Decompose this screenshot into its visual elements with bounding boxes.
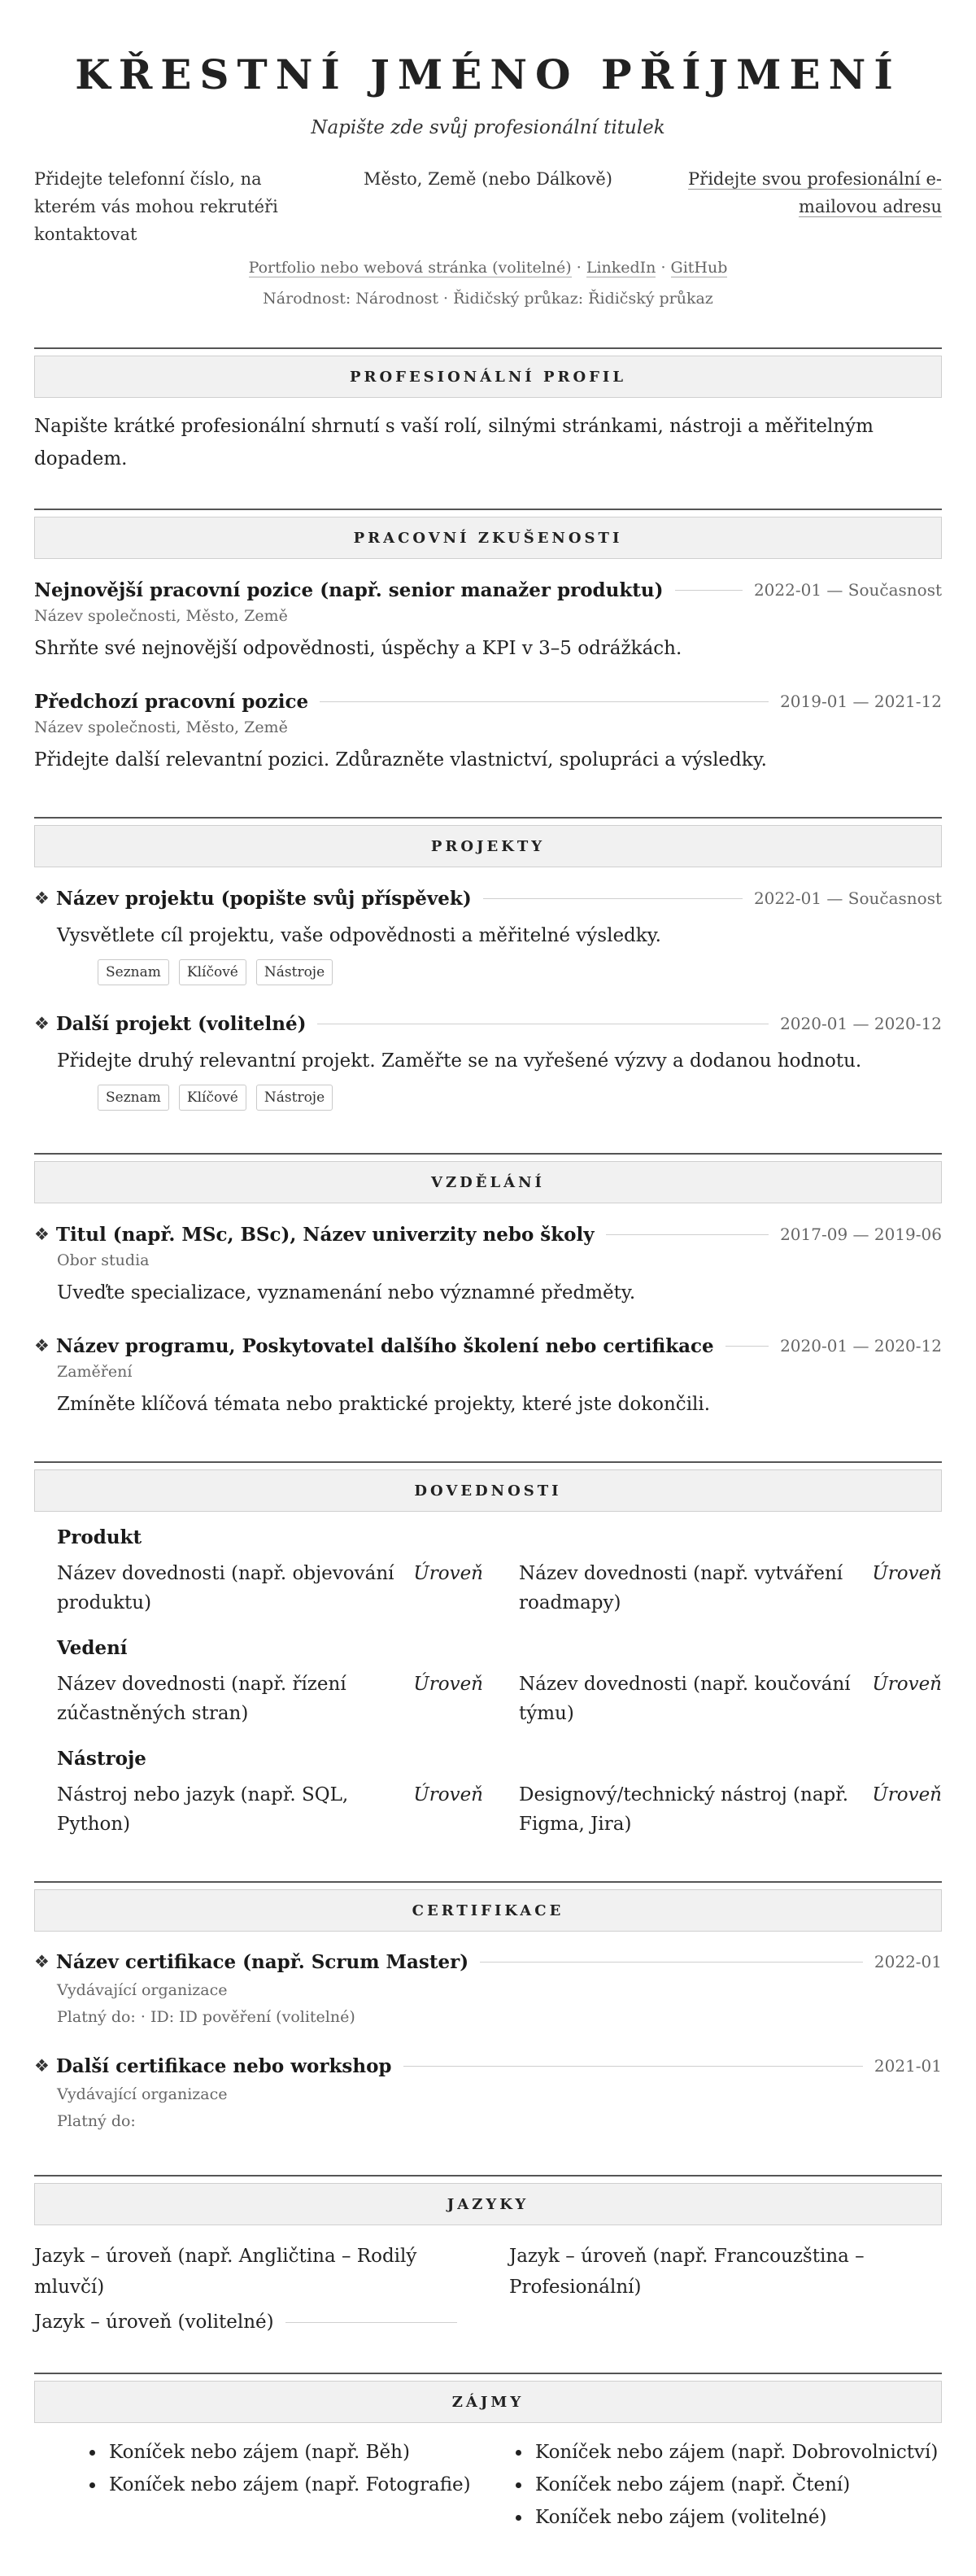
section-education <box>34 1153 942 1203</box>
project-title: Další projekt (volitelné) <box>55 1012 307 1035</box>
cert-title: Další certifikace nebo workshop <box>55 2054 392 2077</box>
skill-name: Nástroj nebo jazyk (např. SQL, Python) <box>57 1784 349 1835</box>
section-projects <box>34 817 942 867</box>
cert-validity: Platný do: <box>57 2112 136 2130</box>
tag: Nástroje <box>256 1085 333 1111</box>
diamond-bullet-icon: ❖ <box>34 1225 50 1244</box>
cert-date: 2022-01 <box>874 1952 942 1971</box>
phone: Přidejte telefonní číslo, na kterém vás mohou rekrutéři kontaktovat <box>34 169 278 244</box>
leader-line <box>483 898 743 899</box>
contact-row <box>34 165 942 255</box>
job-title: Předchozí pracovní pozice <box>34 690 309 713</box>
cert-title: Název certifikace (např. Scrum Master) <box>55 1950 469 1973</box>
github-link[interactable]: GitHub <box>670 259 728 277</box>
job-date: 2022-01 — Současnost <box>753 580 942 600</box>
skill-group-title: Produkt <box>57 1526 142 1548</box>
skill-name: Název dovednosti (např. koučování týmu) <box>519 1674 851 1724</box>
list-item: • Koníček nebo zájem (např. Dobrovolnictví) <box>532 2436 955 2469</box>
section-divider <box>34 509 942 510</box>
section-heading: PROJEKTY <box>34 825 942 867</box>
project-desc: Přidejte druhý relevantní projekt. Zaměřte se na vyřešené výzvy a dodanou hodnotu. <box>57 1050 862 1072</box>
skill-name: Název dovednosti (např. řízení zúčastněných stran) <box>57 1674 346 1724</box>
list-item: • Koníček nebo zájem (např. Čtení) <box>532 2469 955 2501</box>
tag-list <box>98 959 942 985</box>
education-date: 2020-01 — 2020-12 <box>780 1336 942 1356</box>
section-divider <box>34 817 942 819</box>
skill-item <box>519 1559 942 1618</box>
project-date: 2020-01 — 2020-12 <box>780 1014 942 1033</box>
language-item-row <box>34 2307 457 2338</box>
email-link[interactable]: Přidejte svou profesionální e-mailovou adresu <box>688 169 942 216</box>
section-certifications <box>34 1881 942 1932</box>
section-heading: PRACOVNÍ ZKUŠENOSTI <box>34 517 942 559</box>
section-heading: CERTIFIKACE <box>34 1889 942 1932</box>
skill-name: Název dovednosti (např. objevování produktu) <box>57 1563 394 1613</box>
skill-item <box>57 1559 483 1618</box>
skill-item <box>519 1670 942 1728</box>
skill-item <box>519 1780 942 1839</box>
leader-line <box>480 1962 863 1963</box>
skill-level: Úroveň <box>413 1674 483 1695</box>
project-desc: Vysvětlete cíl projektu, vaše odpovědnosti a měřitelné výsledky. <box>57 925 661 946</box>
project-entry <box>34 884 942 985</box>
project-title: Název projektu (popište svůj příspěvek) <box>55 887 472 910</box>
section-divider <box>34 1461 942 1463</box>
leader-line <box>675 590 743 591</box>
leader-line <box>285 2322 457 2323</box>
experience-entry <box>34 688 942 775</box>
leader-line <box>606 1234 769 1235</box>
diamond-bullet-icon: ❖ <box>34 2056 50 2076</box>
leader-line <box>320 701 769 702</box>
link-separator: · <box>571 259 586 277</box>
job-desc: Přidejte další relevantní pozici. Zdůrazněte vlastnictví, spolupráci a výsledky. <box>34 749 767 771</box>
job-title: Nejnovější pracovní pozice (např. senior manažer produktu) <box>34 579 664 601</box>
interests-list-right <box>509 2436 955 2534</box>
section-profile <box>34 347 942 475</box>
interests-list-left <box>83 2436 496 2501</box>
language-item: Jazyk – úroveň (např. Francouzština – Profesionální) <box>509 2246 865 2298</box>
skill-group-title: Nástroje <box>57 1748 146 1770</box>
cert-date: 2021-01 <box>874 2056 942 2076</box>
section-heading: ZÁJMY <box>34 2381 942 2423</box>
list-item: • Koníček nebo zájem (např. Běh) <box>106 2436 496 2469</box>
skill-level: Úroveň <box>413 1784 483 1805</box>
full-name: KŘESTNÍ JMÉNO PŘÍJMENÍ <box>75 50 901 98</box>
focus: Zaměření <box>57 1363 133 1381</box>
leader-line <box>403 2066 863 2067</box>
field-of-study: Obor studia <box>57 1251 150 1269</box>
link-separator: · <box>656 259 671 277</box>
tag: Nástroje <box>256 959 333 985</box>
diamond-bullet-icon: ❖ <box>34 1336 50 1356</box>
linkedin-link[interactable]: LinkedIn <box>586 259 656 277</box>
cert-issuer: Vydávající organizace <box>57 2085 228 2103</box>
company: Název společnosti, Město, Země <box>34 607 288 625</box>
company: Název společnosti, Město, Země <box>34 718 288 736</box>
section-heading: JAZYKY <box>34 2183 942 2225</box>
education-desc: Zmíněte klíčová témata nebo praktické projekty, které jste dokončili. <box>57 1394 711 1415</box>
section-divider <box>34 1881 942 1883</box>
email-container <box>673 165 942 220</box>
diamond-bullet-icon: ❖ <box>34 1014 50 1033</box>
leader-line <box>725 1346 769 1347</box>
section-divider <box>34 2175 942 2177</box>
language-item: Jazyk – úroveň (např. Angličtina – Rodilý mluvčí) <box>34 2246 417 2298</box>
section-divider <box>34 1153 942 1155</box>
personal-meta: Národnost: Národnost · Řidičský průkaz: Řidičský průkaz <box>263 290 713 308</box>
job-date: 2019-01 — 2021-12 <box>780 692 942 711</box>
skill-name: Designový/technický nástroj (např. Figma, Jira) <box>519 1784 849 1835</box>
skill-name: Název dovednosti (např. vytváření roadmapy) <box>519 1563 843 1613</box>
section-experience <box>34 509 942 559</box>
skill-group-title: Vedení <box>57 1637 128 1659</box>
job-desc: Shrňte své nejnovější odpovědnosti, úspěchy a KPI v 3–5 odrážkách. <box>34 638 682 659</box>
project-entry <box>34 1010 942 1111</box>
skill-level: Úroveň <box>872 1563 942 1584</box>
education-entry <box>34 1220 942 1308</box>
location: Město, Země (nebo Dálkově) <box>363 169 612 189</box>
education-entry <box>34 1332 942 1420</box>
tag: Seznam <box>98 959 169 985</box>
diamond-bullet-icon: ❖ <box>34 1952 50 1971</box>
tag: Klíčové <box>179 959 246 985</box>
tag-list <box>98 1085 942 1111</box>
portfolio-link[interactable]: Portfolio nebo webová stránka (volitelné) <box>248 259 572 277</box>
cert-issuer: Vydávající organizace <box>57 1981 228 1999</box>
section-heading: PROFESIONÁLNÍ PROFIL <box>34 356 942 398</box>
list-item: • Koníček nebo zájem (např. Fotografie) <box>106 2469 496 2501</box>
section-interests <box>34 2373 942 2423</box>
education-desc: Uveďte specializace, vyznamenání nebo významné předměty. <box>57 1282 636 1303</box>
section-heading: VZDĚLÁNÍ <box>34 1161 942 1203</box>
certification-entry <box>34 1948 942 2029</box>
skill-level: Úroveň <box>413 1563 483 1584</box>
education-date: 2017-09 — 2019-06 <box>780 1225 942 1244</box>
certification-entry <box>34 2052 942 2133</box>
links-row <box>34 259 942 277</box>
skill-level: Úroveň <box>872 1674 942 1695</box>
cert-validity: Platný do: · ID: ID pověření (volitelné) <box>57 2008 355 2026</box>
degree-title: Název programu, Poskytovatel dalšího školení nebo certifikace <box>55 1334 714 1357</box>
tag: Klíčové <box>179 1085 246 1111</box>
diamond-bullet-icon: ❖ <box>34 889 50 908</box>
degree-title: Titul (např. MSc, BSc), Název univerzity nebo školy <box>55 1223 595 1246</box>
skill-item <box>57 1670 483 1728</box>
tag: Seznam <box>98 1085 169 1111</box>
headline: Napište zde svůj profesionální titulek <box>311 117 665 138</box>
profile-text: Napište krátké profesionální shrnutí s vaší rolí, silnými stránkami, nástroji a měřitelným dopadem. <box>34 416 874 469</box>
section-divider <box>34 2373 942 2374</box>
section-languages <box>34 2175 942 2225</box>
experience-entry <box>34 576 942 664</box>
skill-item <box>57 1780 483 1839</box>
section-skills <box>34 1461 942 1512</box>
skill-level: Úroveň <box>872 1784 942 1805</box>
project-date: 2022-01 — Současnost <box>753 889 942 908</box>
list-item: • Koníček nebo zájem (volitelné) <box>532 2501 955 2534</box>
section-heading: DOVEDNOSTI <box>34 1469 942 1512</box>
language-item: Jazyk – úroveň (volitelné) <box>34 2312 274 2333</box>
section-divider <box>34 347 942 349</box>
